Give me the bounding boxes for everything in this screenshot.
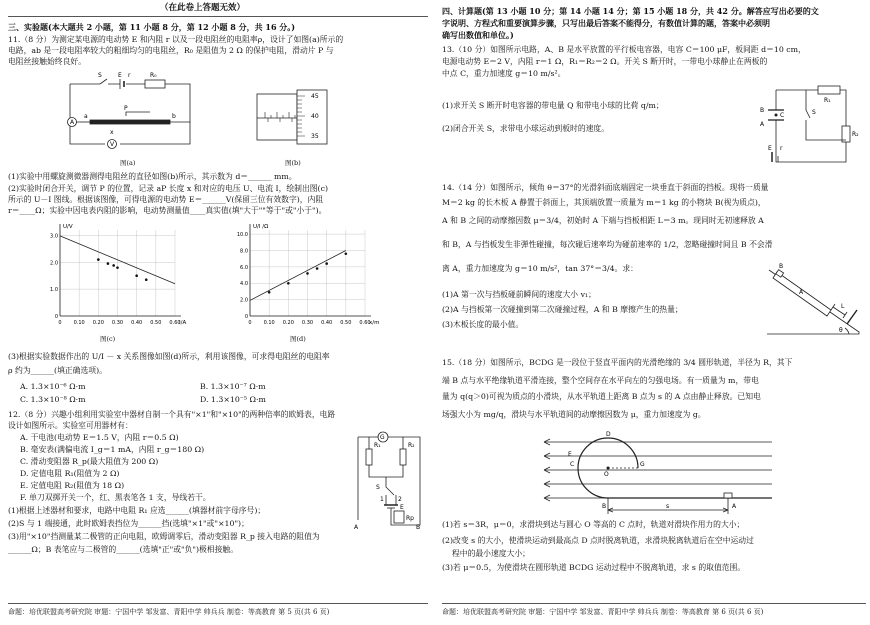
chart-d-x-tick: 0.40 <box>321 320 333 326</box>
chart-d-data-point <box>268 291 271 294</box>
chart-d-y-tick: 6.0 <box>240 264 248 271</box>
ohmmeter-circuit-diagram <box>350 425 430 530</box>
chart-c-data-point <box>135 274 138 277</box>
chart-d-y-tick: 4.0 <box>240 281 248 288</box>
q13-sub1: (1)求开关 S 断开时电容器的带电量 Q 和带电小球的比荷 q/m； <box>442 101 664 110</box>
chart-c-data-point <box>107 262 110 265</box>
chart-d-data-point <box>316 267 319 270</box>
chart-d-data-point <box>345 252 348 255</box>
chart-d-x-tick: 0.10 <box>263 320 275 326</box>
ohm-label-r2: R₂ <box>408 442 415 449</box>
q14-sub2: (2)A 与挡板第一次碰撞到第二次碰撞过程，A 和 B 摩擦产生的热量； <box>442 305 683 314</box>
q15-label-d: D <box>606 431 611 438</box>
circuit-label-voltmeter: V <box>110 141 115 148</box>
circuit-label-ammeter: A <box>70 119 75 126</box>
q11-option-d: D. 1.3×10⁻⁵ Ω·m <box>200 395 266 404</box>
q11-option-c: C. 1.3×10⁻⁸ Ω·m <box>20 395 86 404</box>
chart-c-x-label: I/A <box>179 320 187 326</box>
circular-track-figure <box>538 430 778 516</box>
q13-label-r1: R₁ <box>824 97 831 104</box>
q15-label-a: A <box>732 503 737 510</box>
fig-b-caption: 图(b) <box>285 159 301 167</box>
q11-option-a: A. 1.3×10⁻⁶ Ω·m <box>20 382 86 391</box>
chart-d-x-tick: 0.60 <box>359 320 371 326</box>
q11-circuit-diagram <box>60 72 200 152</box>
q14-label-l: L <box>841 303 845 310</box>
circuit-label-s: S <box>98 72 102 79</box>
q14-line1: 14.（14 分）如图所示，倾角 θ＝37°的光滑斜面底端固定一块垂直于斜面的挡板。现将一质量 <box>442 183 769 192</box>
chart-c-y-tick: 0 <box>54 314 58 320</box>
q12-item-e: E. 定值电阻 R₂(阻值为 18 Ω) <box>20 481 125 490</box>
q12-item-c: C. 滑动变阻器 R_p(最大阻值为 200 Ω) <box>20 457 159 466</box>
q12-sub3-line2: ______Ω；B 表笔应与二极管的______(选填"正"或"负")极相接触。 <box>8 545 239 554</box>
header-rule <box>8 16 428 17</box>
right-footer: 命题：培优联盟高考研究院 审题：宁国中学 邹发富、青阳中学 帅兵兵 制卷：等高教育 第 6 页(共 6 页) <box>442 608 764 616</box>
left-footer: 命题：培优联盟高考研究院 审题：宁国中学 邹发富、青阳中学 帅兵兵 制卷：等高教育 第 5 页(共 6 页) <box>8 608 330 616</box>
q11-sub2-line3: r＝____Ω；实验中因电表内阻的影响，电动势测量值____真实值(填"大于""等于"或"小于")。 <box>8 206 327 215</box>
q14-line3: A 和 B 之间的动摩擦因数 μ＝3/4，初始时 A 下端与挡板相距 L＝3 m。现同时无初速释放 A <box>442 216 764 225</box>
q12-item-f: F. 单刀双掷开关一个，红、黑表笔各 1 支，导线若干。 <box>20 493 211 502</box>
q15-sub1: (1)若 s＝3R，μ＝0，求滑块到达与圆心 O 等高的 C 点时，轨道对滑块作用力的大小； <box>442 520 745 529</box>
q13-line3: 中点 C，重力加速度 g＝10 m/s²。 <box>442 69 566 78</box>
q14-sub3: (3)木板长度的最小值。 <box>442 320 524 329</box>
q11-line2: 电路，ab 是一段电阻率较大的粗细均匀的电阻丝，R₀ 是阻值为 2 Ω 的保护电阻，滑动片 P 与 <box>8 46 334 55</box>
incline-figure <box>763 262 863 340</box>
q14-label-a: A <box>799 289 804 296</box>
chart-d-y-tick: 0 <box>244 314 248 320</box>
chart-c-y-tick: 3.0 <box>50 233 58 240</box>
q15-line1: 15.（18 分）如图所示，BCDG 是一段位于竖直平面内的光滑绝缘的 3/4 圆形轨道，半径为 R，其下 <box>442 358 793 367</box>
chart-c-data-point <box>116 266 119 269</box>
chart-c-data-point <box>112 264 115 267</box>
q15-label-o: O <box>604 471 609 478</box>
chart-d-y-label: U/I /Ω <box>253 224 269 230</box>
q13-label-s: S <box>812 109 816 116</box>
q12-item-a: A. 干电池(电动势 E＝1.5 V，内阻 r＝0.5 Ω) <box>20 433 179 442</box>
q12-sub3-line1: (3)用"×10"挡测量某二极管的正向电阻，欧姆调零后，滑动变阻器 R_p 接入电路的阻值为 <box>8 532 320 541</box>
q11-line3: 电阻丝接触始终良好。 <box>8 57 86 66</box>
q15-sub2-line1: (2)改变 s 的大小，使滑块运动到最高点 D 点时脱离轨道，求滑块脱离轨道后在空中运动过 <box>442 536 754 545</box>
chart-u-i <box>40 220 190 335</box>
ohm-label-a: A <box>354 524 359 531</box>
chart-d-y-tick: 2.0 <box>240 297 248 304</box>
q13-label-r: r <box>780 145 783 152</box>
q15-label-s: s <box>666 503 670 510</box>
q11-option-b: B. 1.3×10⁻⁷ Ω·m <box>200 382 266 391</box>
q15-label-e: E <box>568 451 572 458</box>
fig-a-caption: 图(a) <box>120 159 136 167</box>
chart-c-data-point <box>145 278 148 281</box>
header-notice: （在此卷上答题无效） <box>160 3 246 13</box>
circuit-label-e: E <box>118 72 122 79</box>
q12-sub2: (2)S 与 1 端接通，此时欧姆表挡位为______挡(选填"×1"或"×10")； <box>8 519 249 528</box>
chart-d-y-tick: 10.0 <box>236 232 248 239</box>
q13-line1: 13.（10 分）如图所示电路，A、B 是水平放置的平行板电容器，电容 C＝100 μF，板间距 d＝10 cm， <box>442 45 806 54</box>
chart-d-data-point <box>325 262 328 265</box>
chart-d-fit-line <box>250 250 346 300</box>
chart-c-x-tick: 0.20 <box>92 320 104 326</box>
left-page <box>0 0 432 625</box>
fig-d-caption: 图(d) <box>290 335 306 343</box>
ohm-label-1: 1 <box>380 496 384 503</box>
q13-label-a: A <box>760 121 765 128</box>
q11-sub2-line1: (2)实验时闭合开关，调节 P 的位置，记录 aP 长度 x 和对应的电压 U、电流 I，绘制出图(c) <box>8 184 329 193</box>
q15-sub2-line2: 程中的最小速度大小； <box>452 549 530 558</box>
q15-label-g: G <box>640 461 645 468</box>
q13-label-c: C <box>780 112 785 119</box>
chart-d-data-point <box>306 272 309 275</box>
q13-label-b: B <box>760 107 765 114</box>
right-footer-rule <box>442 603 866 604</box>
q15-label-b: B <box>602 503 607 510</box>
chart-c-x-tick: 0.40 <box>131 320 143 326</box>
circuit-label-x: x <box>110 129 114 136</box>
q12-line1: 12.（8 分）兴趣小组利用实验室中器材自制一个具有"×1"和"×10"的两种倍率的欧姆表，电路 <box>8 410 336 419</box>
q11-sub1: (1)实验中用螺旋测微器测得电阻丝的直径如图(b)所示，其示数为 d＝______ mm。 <box>8 172 297 181</box>
circuit-label-r: r <box>128 72 131 79</box>
micrometer-tick-35: 35 <box>311 133 319 140</box>
right-page <box>438 0 870 625</box>
q14-label-theta: θ <box>839 327 843 334</box>
q13-label-e: E <box>768 145 772 152</box>
q15-label-c: C <box>570 461 575 468</box>
ohm-label-r1: R₁ <box>374 442 381 449</box>
chart-c-data-point <box>97 258 100 261</box>
chart-c-y-tick: 1.0 <box>50 287 58 294</box>
ohm-label-s: S <box>376 484 380 491</box>
q12-item-b: B. 毫安表(满偏电流 I_g＝1 mA，内阻 r_g＝180 Ω) <box>20 445 205 454</box>
q11-sub3-line1: (3)根据实验数据作出的 U/I － x 关系图像如图(d)所示，利用该图像，可求得电阻丝的电阻率 <box>8 352 330 361</box>
chart-c-y-tick: 2.0 <box>50 260 58 267</box>
ohm-label-b: B <box>416 524 421 531</box>
q14-line5: 离 A，重力加速度为 g＝10 m/s²，tan 37°＝3/4。求： <box>442 264 638 273</box>
q11-line1: 11.（8 分）为测定某电源的电动势 E 和内阻 r 以及一段电阻丝的电阻率ρ，设计了如图(a)所示的 <box>8 35 344 44</box>
fig-c-caption: 图(c) <box>100 335 116 343</box>
q13-label-r2: R₂ <box>852 131 859 138</box>
circuit-label-b: b <box>172 113 176 120</box>
section4-line1: 四、计算题(第 13 小题 10 分；第 14 小题 14 分；第 15 小题 18 分，共 42 分。解答应写出必要的文 <box>442 6 819 16</box>
chart-d-y-tick: 8.0 <box>240 248 248 255</box>
chart-c-x-tick: 0.10 <box>73 320 85 326</box>
chart-c-x-tick: 0.60 <box>169 320 181 326</box>
micrometer-figure <box>255 88 345 148</box>
q13-line2: 电源电动势 E＝2 V，内阻 r＝1 Ω，R₁＝R₂＝2 Ω。开关 S 断开时，一带电小球静止在两板的 <box>442 57 768 66</box>
q11-sub3-line2: ρ 约为______(填正确选项)。 <box>8 366 107 375</box>
section4-line2: 字说明、方程式和重要演算步骤，只写出最后答案不能得分，有数值计算的题，答案中必须明 <box>442 18 770 28</box>
chart-d-x-tick: 0.50 <box>340 320 352 326</box>
q14-line2: M＝2 kg 的长木板 A 静置于斜面上，其顶端放置一质量为 m＝1 kg 的小物块 B(视为质点)， <box>442 198 766 207</box>
left-footer-rule <box>8 603 428 604</box>
q12-line2: 设计如图所示。实验室可用器材有： <box>8 421 133 430</box>
circle-center-icon <box>607 467 610 470</box>
circuit-label-p: P <box>124 105 128 112</box>
chart-ui-x <box>230 220 380 335</box>
micrometer-tick-40: 40 <box>311 113 319 120</box>
chart-d-x-tick: 0 <box>248 320 252 326</box>
chart-d-x-label: x/m <box>369 320 380 326</box>
q12-sub1: (1)根据上述器材和要求，电路中电阻 R₁ 应选______(填器材前字母序号)； <box>8 506 266 515</box>
q13-sub2: (2)闭合开关 S，求带电小球运动到板时的速度。 <box>442 124 610 133</box>
chart-c-y-label: U/V <box>63 224 73 230</box>
charged-ball-icon <box>775 114 778 117</box>
ohm-label-e: E <box>400 504 404 511</box>
circuit-label-r0: R₀ <box>150 72 157 79</box>
q15-line2: 端 B 点与水平绝缘轨道平滑连接，整个空间存在水平向左的匀强电场。有一质量为 m，带电 <box>442 376 759 385</box>
q15-line4: 场强大小为 mg/q，滑块与水平轨道间的动摩擦因数为 μ，重力加速度为 g。 <box>442 410 706 419</box>
micrometer-tick-45: 45 <box>311 93 319 100</box>
q15-line3: 量为 q(q＞0)可视为质点的小滑块，从水平轨道上距离 B 点为 s 的 A 点由静止释放。已知电 <box>442 392 761 401</box>
q13-circuit-diagram <box>756 84 866 166</box>
ohm-label-rp: Rp <box>406 515 414 522</box>
chart-d-x-tick: 0.20 <box>282 320 294 326</box>
q15-sub3: (3)若 μ＝0.5，为使滑块在圆形轨道 BCDG 运动过程中不脱离轨道，求 s 的取值范围。 <box>442 563 746 572</box>
chart-d-data-point <box>287 282 290 285</box>
chart-d-x-tick: 0.30 <box>301 320 314 326</box>
chart-c-x-tick: 0.50 <box>150 320 162 326</box>
ohm-label-g: G <box>380 434 385 441</box>
q11-sub2-line2: 所示的 U－I 图线。根据该图像，可得电源的电动势 E＝______V(保留三位有效数字)，内阻 <box>8 195 324 204</box>
section4-line3: 确写出数值和单位。) <box>442 30 514 40</box>
q14-label-b: B <box>779 263 784 270</box>
circuit-label-a: a <box>84 113 88 120</box>
q14-line4: 和 B，A 与挡板发生非弹性碰撞，每次碰后速率均为碰前速率的 1/2，忽略碰撞时间且 B 不会滑 <box>442 240 773 249</box>
q12-item-d: D. 定值电阻 R₁(阻值为 2 Ω) <box>20 469 120 478</box>
chart-c-x-tick: 0 <box>58 320 62 326</box>
chart-c-x-tick: 0.30 <box>111 320 124 326</box>
q14-sub1: (1)A 第一次与挡板碰前瞬间的速度大小 v₁； <box>442 290 596 299</box>
ohm-label-2: 2 <box>398 496 402 503</box>
section3-title: 三、实验题(本大题共 2 小题，第 11 小题 8 分，第 12 小题 8 分，共 16 分。) <box>8 22 296 32</box>
